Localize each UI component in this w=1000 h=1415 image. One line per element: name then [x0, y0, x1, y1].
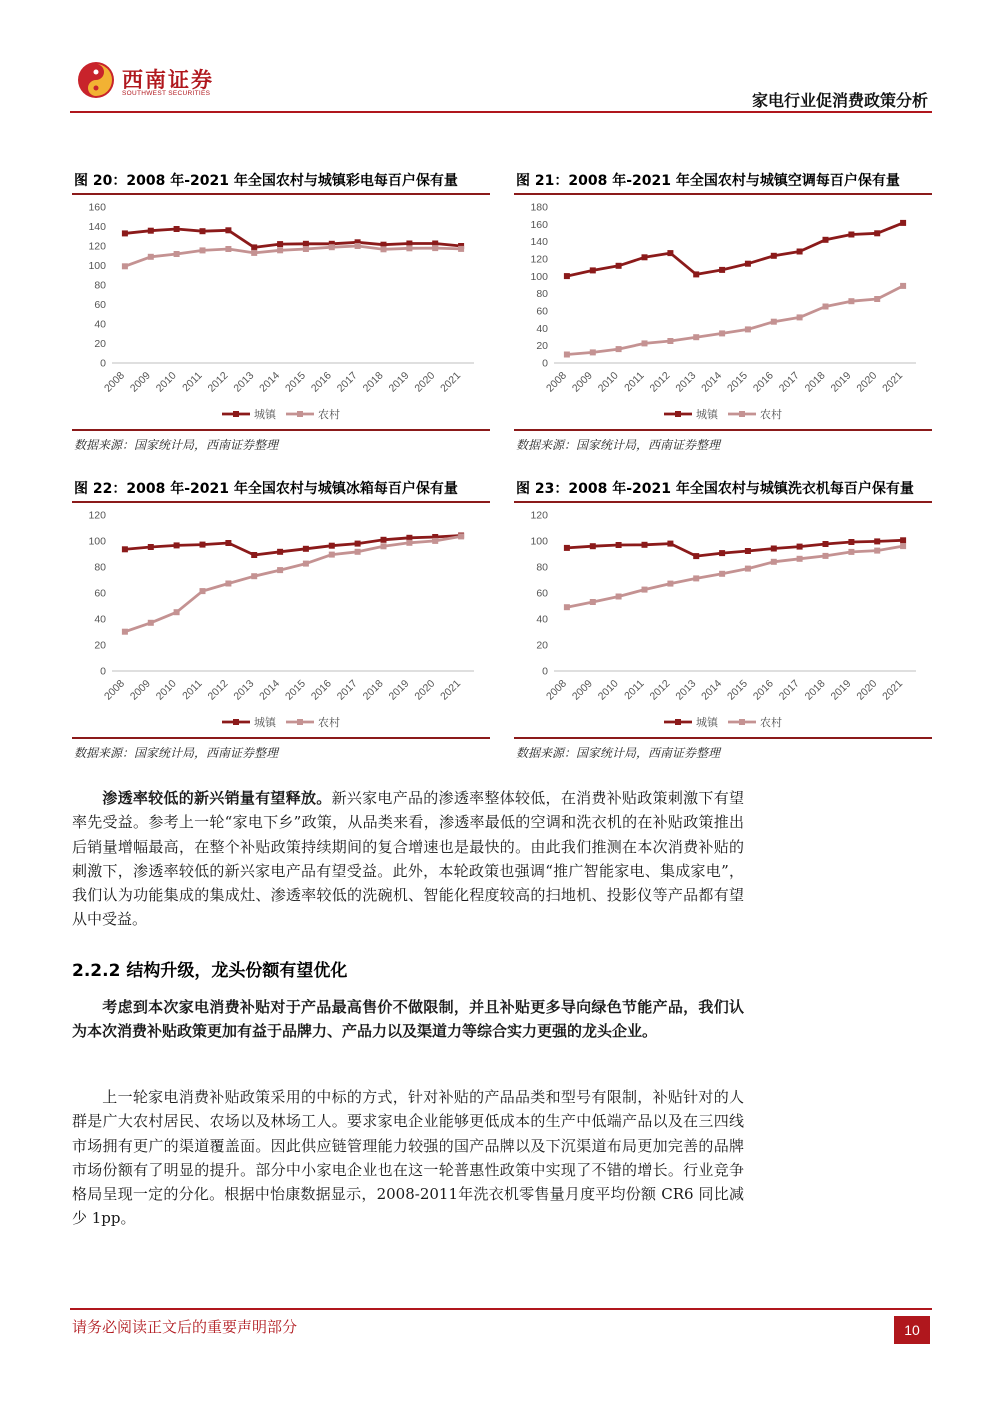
y-tick-label: 40 — [536, 613, 548, 626]
figure-20 — [72, 170, 490, 453]
data-point — [251, 250, 257, 256]
data-point — [590, 599, 596, 605]
legend-label: 农村 — [760, 408, 782, 421]
figure-title: 图 22：2008 年-2021 年全国农村与城镇冰箱每百户保有量 — [74, 481, 458, 497]
figure-21 — [514, 170, 932, 453]
data-point — [616, 542, 622, 548]
y-tick-label: 100 — [88, 535, 106, 548]
y-tick-label: 20 — [94, 338, 106, 350]
y-tick-label: 0 — [542, 357, 548, 370]
data-point — [225, 581, 231, 587]
paragraph-previous-policy — [72, 1085, 744, 1231]
logo-english-name: SOUTHWEST SECURITIES — [122, 90, 211, 97]
data-point — [564, 273, 570, 279]
x-tick-label: 2013 — [231, 369, 257, 395]
legend-label: 农村 — [760, 716, 782, 729]
data-point — [900, 220, 906, 226]
figure-source: 数据来源：国家统计局，西南证券整理 — [516, 746, 721, 760]
data-point — [874, 230, 880, 236]
legend-marker — [739, 411, 745, 417]
y-tick-label: 0 — [100, 357, 106, 370]
data-point — [848, 232, 854, 238]
y-tick-label: 120 — [88, 240, 106, 253]
legend-marker — [297, 411, 303, 417]
data-point — [148, 228, 154, 234]
data-point — [122, 263, 128, 269]
paragraph-body: 新兴家电产品的渗透率整体较低，在消费补贴政策刺激下有望率先受益。参考上一轮“家电下乡”政策，从品类来看，渗透率最低的空调和洗衣机的在补贴政策推出后销量增幅最高，在整个补贴政策持续期间的复合增速也是最快的。由此我们推测在本次消费补贴的刺激下，渗透率较低的新兴家电产品有望受益。此外，本轮政策也强调“推广智能家电、集成家电”，我们认为功能集成的集成灶、渗透率较低的洗碗机、智能化程度较高的扫地机、投影仪等产品都有望从中受益。 — [72, 789, 744, 929]
data-point — [225, 540, 231, 546]
data-point — [590, 267, 596, 273]
legend-label: 城镇 — [696, 408, 718, 421]
x-tick-label: 2021 — [880, 369, 906, 395]
data-point — [616, 594, 622, 600]
y-tick-label: 80 — [536, 561, 548, 574]
data-point — [303, 546, 309, 552]
y-tick-label: 80 — [94, 561, 106, 574]
paragraph-lead: 渗透率较低的新兴销量有望释放。 — [102, 789, 332, 807]
data-point — [693, 334, 699, 340]
data-point — [771, 559, 777, 565]
data-point — [771, 546, 777, 552]
x-tick-label: 2013 — [673, 369, 699, 395]
data-point — [667, 581, 673, 587]
x-tick-label: 2018 — [802, 677, 828, 703]
data-point — [848, 549, 854, 555]
data-point — [200, 588, 206, 594]
disclaimer-notice: 请务必阅读正文后的重要声明部分 — [72, 1318, 298, 1336]
data-point — [381, 246, 387, 252]
x-tick-label: 2009 — [569, 677, 595, 703]
data-point — [848, 539, 854, 545]
data-point — [900, 283, 906, 289]
x-tick-label: 2016 — [308, 369, 334, 395]
data-point — [797, 249, 803, 255]
y-tick-label: 120 — [530, 253, 548, 266]
x-tick-label: 2014 — [257, 369, 283, 395]
x-tick-label: 2012 — [205, 369, 231, 395]
x-tick-label: 2020 — [412, 677, 438, 703]
y-tick-label: 0 — [100, 665, 106, 678]
data-point — [667, 541, 673, 547]
figure-source: 数据来源：国家统计局，西南证券整理 — [74, 438, 279, 452]
legend-marker — [675, 719, 681, 725]
x-tick-label: 2021 — [438, 369, 464, 395]
x-tick-label: 2008 — [544, 677, 570, 703]
header-divider — [70, 111, 932, 113]
data-point — [667, 338, 673, 344]
data-point — [900, 543, 906, 549]
data-point — [874, 548, 880, 554]
data-point — [277, 549, 283, 555]
data-point — [797, 544, 803, 550]
x-tick-label: 2014 — [699, 369, 725, 395]
x-tick-label: 2012 — [205, 677, 231, 703]
data-point — [225, 246, 231, 252]
data-point — [122, 230, 128, 236]
data-point — [406, 540, 412, 546]
data-point — [616, 346, 622, 352]
y-tick-label: 60 — [94, 299, 106, 311]
data-point — [693, 575, 699, 581]
x-tick-label: 2010 — [153, 369, 179, 395]
y-tick-label: 20 — [536, 639, 548, 652]
paragraph-emerging-products — [72, 786, 744, 932]
x-tick-label: 2019 — [386, 677, 412, 703]
tv-ownership-chart — [72, 196, 490, 426]
x-tick-label: 2011 — [180, 369, 205, 395]
x-tick-label: 2020 — [854, 369, 880, 395]
x-tick-label: 2017 — [776, 369, 802, 395]
data-point — [200, 228, 206, 234]
data-point — [642, 340, 648, 346]
x-tick-label: 2014 — [257, 677, 283, 703]
figure-title: 图 21：2008 年-2021 年全国农村与城镇空调每百户保有量 — [516, 173, 900, 189]
data-point — [458, 533, 464, 539]
data-point — [642, 254, 648, 260]
data-point — [251, 244, 257, 250]
x-tick-label: 2015 — [283, 369, 309, 395]
x-tick-label: 2010 — [595, 677, 621, 703]
data-point — [590, 543, 596, 549]
data-point — [355, 541, 361, 547]
legend-label: 城镇 — [254, 716, 276, 729]
x-tick-label: 2017 — [334, 369, 360, 395]
x-tick-label: 2019 — [828, 369, 854, 395]
y-tick-label: 80 — [536, 288, 548, 301]
x-tick-label: 2018 — [360, 369, 386, 395]
section-heading: 2.2.2 结构升级，龙头份额有望优化 — [72, 961, 348, 981]
data-point — [642, 587, 648, 593]
x-tick-label: 2008 — [102, 369, 128, 395]
data-point — [148, 254, 154, 260]
paragraph-body: 考虑到本次家电消费补贴对于产品最高售价不做限制，并且补贴更多导向绿色节能产品，我们认为本次消费补贴政策更加有益于品牌力、产品力以及渠道力等综合实力更强的龙头企业。 — [72, 998, 744, 1041]
data-point — [745, 566, 751, 572]
data-point — [432, 538, 438, 544]
ac-ownership-chart — [514, 196, 932, 426]
x-tick-label: 2017 — [334, 677, 360, 703]
x-tick-label: 2021 — [880, 677, 906, 703]
paragraph-body: 上一轮家电消费补贴政策采用的中标的方式，针对补贴的产品品类和型号有限制，补贴针对的人群是广大农村居民、农场以及林场工人。要求家电企业能够更低成本的生产中低端产品以及在三四线市场拥有更广的渠道覆盖面。因此供应链管理能力较强的国产品牌以及下沉渠道布局更加完善的品牌市场份额有了明显的提升。部分中小家电企业也在这一轮普惠性政策中实现了不错的增长。行业竞争格局呈现一定的分化。根据中怡康数据显示，2008-2011年洗衣机零售量月度平均份额 CR6 同比减少 1pp。 — [72, 1088, 744, 1228]
data-point — [564, 352, 570, 358]
data-point — [200, 542, 206, 548]
x-tick-label: 2020 — [854, 677, 880, 703]
y-tick-label: 40 — [94, 318, 106, 331]
x-tick-label: 2010 — [153, 677, 179, 703]
x-tick-label: 2019 — [828, 677, 854, 703]
y-tick-label: 140 — [88, 221, 106, 233]
series-line — [567, 286, 903, 355]
legend-label: 农村 — [318, 408, 340, 421]
y-tick-label: 100 — [88, 260, 106, 272]
data-point — [355, 243, 361, 249]
legend-label: 农村 — [318, 716, 340, 729]
fridge-ownership-chart — [72, 504, 490, 734]
legend-marker — [675, 411, 681, 417]
y-tick-label: 140 — [530, 236, 548, 249]
washer-ownership-chart — [514, 504, 932, 734]
y-tick-label: 60 — [536, 305, 548, 318]
data-point — [693, 271, 699, 277]
y-tick-label: 160 — [530, 218, 548, 231]
data-point — [642, 542, 648, 548]
figure-bottom-rule — [514, 737, 932, 739]
x-tick-label: 2011 — [622, 677, 647, 703]
x-tick-label: 2017 — [776, 677, 802, 703]
x-tick-label: 2008 — [544, 369, 570, 395]
legend-label: 城镇 — [254, 408, 276, 421]
data-point — [251, 552, 257, 558]
data-point — [823, 553, 829, 559]
figure-title: 图 20：2008 年-2021 年全国农村与城镇彩电每百户保有量 — [74, 173, 458, 189]
data-point — [329, 543, 335, 549]
y-tick-label: 60 — [536, 587, 548, 600]
x-tick-label: 2018 — [802, 369, 828, 395]
data-point — [745, 261, 751, 267]
logo-chinese-name: 西南证券 — [122, 67, 214, 92]
figure-top-rule — [72, 501, 490, 503]
y-tick-label: 100 — [530, 535, 548, 548]
figure-bottom-rule — [72, 737, 490, 739]
x-tick-label: 2012 — [647, 677, 673, 703]
data-point — [174, 609, 180, 615]
data-point — [564, 604, 570, 610]
data-point — [719, 550, 725, 556]
x-tick-label: 2012 — [647, 369, 673, 395]
y-tick-label: 40 — [94, 613, 106, 626]
data-point — [174, 251, 180, 257]
data-point — [797, 556, 803, 562]
x-tick-label: 2009 — [127, 369, 153, 395]
data-point — [432, 245, 438, 251]
data-point — [148, 544, 154, 550]
figure-22 — [72, 478, 490, 761]
x-tick-label: 2009 — [127, 677, 153, 703]
data-point — [797, 314, 803, 320]
x-tick-label: 2015 — [283, 677, 309, 703]
figure-top-rule — [72, 193, 490, 195]
data-point — [745, 548, 751, 554]
data-point — [693, 553, 699, 559]
x-tick-label: 2011 — [622, 369, 647, 395]
company-logo — [76, 60, 216, 104]
y-tick-label: 40 — [536, 322, 548, 335]
data-point — [174, 226, 180, 232]
data-point — [251, 573, 257, 579]
x-tick-label: 2008 — [102, 677, 128, 703]
data-point — [122, 546, 128, 552]
legend-marker — [297, 719, 303, 725]
figure-bottom-rule — [72, 429, 490, 431]
figure-top-rule — [514, 193, 932, 195]
data-point — [848, 298, 854, 304]
data-point — [381, 543, 387, 549]
figure-title: 图 23：2008 年-2021 年全国农村与城镇洗衣机每百户保有量 — [516, 481, 914, 497]
x-tick-label: 2021 — [438, 677, 464, 703]
figure-23 — [514, 478, 932, 761]
data-point — [590, 349, 596, 355]
data-point — [458, 246, 464, 252]
y-tick-label: 80 — [94, 279, 106, 292]
legend-marker — [233, 411, 239, 417]
y-tick-label: 20 — [536, 340, 548, 353]
data-point — [122, 629, 128, 635]
y-tick-label: 120 — [88, 509, 106, 522]
data-point — [277, 567, 283, 573]
data-point — [900, 537, 906, 543]
data-point — [667, 250, 673, 256]
x-tick-label: 2015 — [725, 677, 751, 703]
data-point — [616, 263, 622, 269]
y-tick-label: 20 — [94, 639, 106, 652]
data-point — [823, 541, 829, 547]
data-point — [303, 246, 309, 252]
data-point — [303, 241, 309, 247]
data-point — [200, 247, 206, 253]
data-point — [355, 549, 361, 555]
data-point — [771, 253, 777, 259]
logo-emblem-icon — [76, 60, 116, 100]
report-title: 家电行业促消费政策分析 — [751, 91, 928, 110]
data-point — [823, 304, 829, 310]
data-point — [719, 330, 725, 336]
data-point — [381, 537, 387, 543]
figure-top-rule — [514, 501, 932, 503]
x-tick-label: 2016 — [308, 677, 334, 703]
x-tick-label: 2015 — [725, 369, 751, 395]
x-tick-label: 2016 — [750, 369, 776, 395]
page-number: 10 — [894, 1316, 930, 1344]
y-tick-label: 120 — [530, 509, 548, 522]
y-tick-label: 0 — [542, 665, 548, 678]
legend-marker — [233, 719, 239, 725]
legend-marker — [739, 719, 745, 725]
data-point — [719, 571, 725, 577]
data-point — [277, 247, 283, 253]
x-tick-label: 2013 — [673, 677, 699, 703]
x-tick-label: 2019 — [386, 369, 412, 395]
x-tick-label: 2010 — [595, 369, 621, 395]
y-tick-label: 160 — [88, 201, 106, 214]
data-point — [719, 267, 725, 273]
x-tick-label: 2009 — [569, 369, 595, 395]
x-tick-label: 2011 — [180, 677, 205, 703]
figure-source: 数据来源：国家统计局，西南证券整理 — [74, 746, 279, 760]
data-point — [174, 542, 180, 548]
x-tick-label: 2018 — [360, 677, 386, 703]
data-point — [745, 326, 751, 332]
data-point — [329, 244, 335, 250]
data-point — [564, 545, 570, 551]
data-point — [277, 241, 283, 247]
x-tick-label: 2014 — [699, 677, 725, 703]
data-point — [225, 227, 231, 233]
data-point — [874, 296, 880, 302]
legend-label: 城镇 — [696, 716, 718, 729]
y-tick-label: 60 — [94, 587, 106, 600]
figure-bottom-rule — [514, 429, 932, 431]
footer-divider — [70, 1308, 932, 1310]
y-tick-label: 100 — [530, 270, 548, 283]
data-point — [874, 538, 880, 544]
data-point — [823, 237, 829, 243]
data-point — [329, 552, 335, 558]
figure-source: 数据来源：国家统计局，西南证券整理 — [516, 438, 721, 452]
data-point — [303, 561, 309, 567]
y-tick-label: 180 — [530, 201, 548, 214]
x-tick-label: 2013 — [231, 677, 257, 703]
data-point — [148, 620, 154, 626]
x-tick-label: 2020 — [412, 369, 438, 395]
data-point — [771, 319, 777, 325]
x-tick-label: 2016 — [750, 677, 776, 703]
paragraph-key-view — [72, 995, 744, 1044]
data-point — [406, 245, 412, 251]
